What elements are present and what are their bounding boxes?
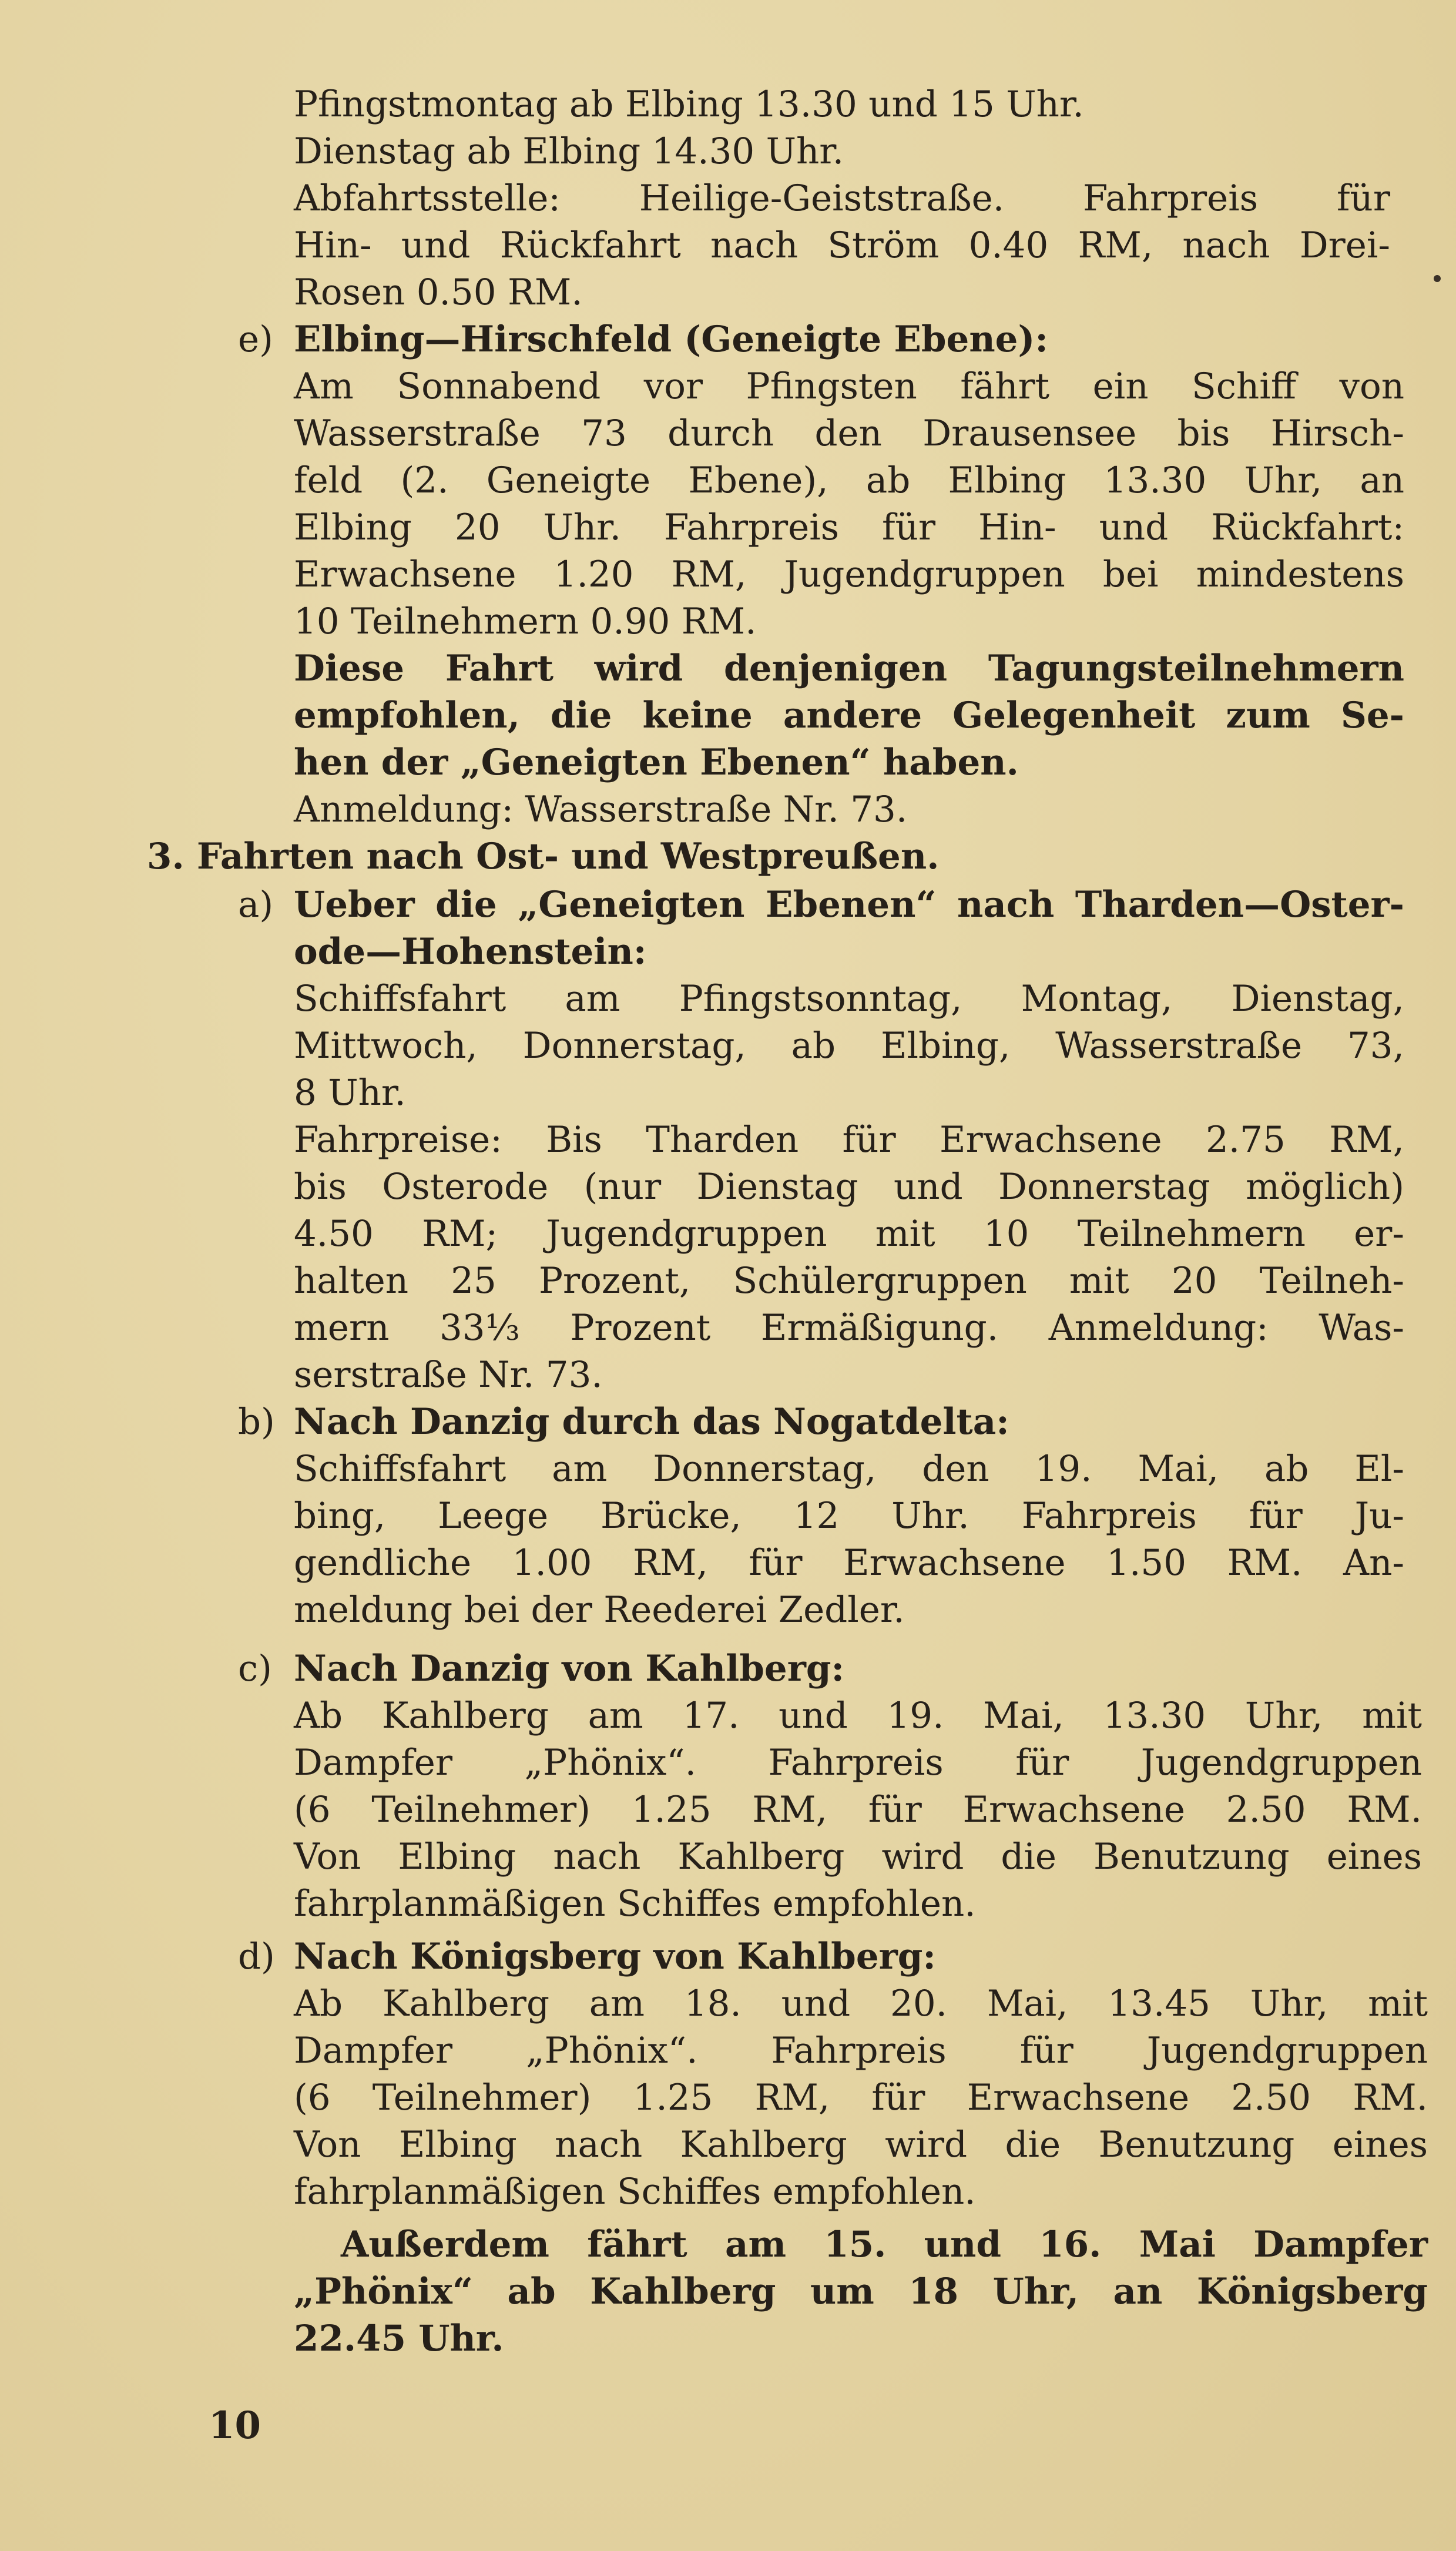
item-label: e) (238, 319, 273, 360)
text-line: 10 Teilnehmern 0.90 RM. (294, 601, 757, 642)
text-line: serstraße Nr. 73. (294, 1354, 603, 1396)
text-line: Pfingstmontag ab Elbing 13.30 und 15 Uhr. (294, 83, 1084, 125)
text-line: Hin- und Rückfahrt nach Ström 0.40 RM, nach Drei- (294, 224, 1390, 266)
text-line: 22.45 Uhr. (294, 2318, 504, 2359)
text-line: Mittwoch, Donnerstag, ab Elbing, Wasserstraße 73, (294, 1025, 1404, 1067)
text-line: halten 25 Prozent, Schülergruppen mit 20 Teilneh- (294, 1260, 1404, 1302)
section-heading: ode—Hohenstein: (294, 931, 647, 973)
text-line: Ab Kahlberg am 18. und 20. Mai, 13.45 Uhr, mit (294, 1983, 1428, 2024)
text-line: Dampfer „Phönix“. Fahrpreis für Jugendgruppen (294, 1742, 1422, 1784)
text-line: Erwachsene 1.20 RM, Jugendgruppen bei mindestens (294, 554, 1404, 595)
text-line: empfohlen, die keine andere Gelegenheit zum Se- (294, 695, 1404, 736)
text-line: Dampfer „Phönix“. Fahrpreis für Jugendgruppen (294, 2030, 1428, 2071)
item-label: c) (238, 1648, 272, 1690)
text-line: Am Sonnabend vor Pfingsten fährt ein Schiff von (294, 366, 1404, 407)
text-line: Schiffsfahrt am Pfingstsonntag, Montag, Dienstag, (294, 978, 1404, 1020)
text-line: meldung bei der Reederei Zedler. (294, 1589, 905, 1631)
text-line: hen der „Geneigten Ebenen“ haben. (294, 742, 1019, 783)
section-heading: Nach Danzig von Kahlberg: (294, 1648, 845, 1690)
text-line: Abfahrtsstelle: Heilige-Geiststraße. Fahrpreis für (294, 177, 1390, 219)
text-line: Dienstag ab Elbing 14.30 Uhr. (294, 130, 844, 172)
text-line: (6 Teilnehmer) 1.25 RM, für Erwachsene 2.50 RM. (294, 2077, 1428, 2118)
section-heading: Elbing—Hirschfeld (Geneigte Ebene): (294, 319, 1048, 360)
text-line: (6 Teilnehmer) 1.25 RM, für Erwachsene 2.50 RM. (294, 1789, 1422, 1831)
ink-speck (1434, 275, 1441, 282)
text-line: Von Elbing nach Kahlberg wird die Benutzung eines (294, 1836, 1422, 1878)
text-line: Diese Fahrt wird denjenigen Tagungsteilnehmern (294, 648, 1404, 689)
text-line: Von Elbing nach Kahlberg wird die Benutzung eines (294, 2124, 1428, 2165)
section-heading: Nach Danzig durch das Nogatdelta: (294, 1401, 1009, 1443)
text-line: Rosen 0.50 RM. (294, 271, 583, 313)
text-line: fahrplanmäßigen Schiffes empfohlen. (294, 2171, 976, 2213)
text-line: Außerdem fährt am 15. und 16. Mai Dampfer (341, 2224, 1428, 2265)
text-line: Ab Kahlberg am 17. und 19. Mai, 13.30 Uhr, mit (294, 1695, 1422, 1737)
text-line: Schiffsfahrt am Donnerstag, den 19. Mai, ab El- (294, 1448, 1404, 1490)
text-line: fahrplanmäßigen Schiffes empfohlen. (294, 1883, 976, 1925)
item-label: a) (238, 884, 274, 926)
item-label: d) (238, 1936, 275, 1977)
chapter-heading: 3. Fahrten nach Ost- und Westpreußen. (147, 836, 940, 877)
text-line: bis Osterode (nur Dienstag und Donnerstag möglich) (294, 1166, 1404, 1208)
text-line: mern 33⅓ Prozent Ermäßigung. Anmeldung: Was- (294, 1307, 1404, 1349)
text-line: bing, Leege Brücke, 12 Uhr. Fahrpreis für Ju- (294, 1495, 1404, 1537)
text-line: Anmeldung: Wasserstraße Nr. 73. (294, 789, 908, 830)
text-line: Wasserstraße 73 durch den Drausensee bis Hirsch- (294, 413, 1404, 454)
text-line: 8 Uhr. (294, 1072, 406, 1114)
text-line: Fahrpreise: Bis Tharden für Erwachsene 2.75 RM, (294, 1119, 1404, 1161)
page-number: 10 (209, 2403, 261, 2448)
section-heading: Ueber die „Geneigten Ebenen“ nach Tharden—Oster- (294, 884, 1404, 926)
section-heading: Nach Königsberg von Kahlberg: (294, 1936, 936, 1977)
text-line: feld (2. Geneigte Ebene), ab Elbing 13.30 Uhr, an (294, 460, 1404, 501)
text-line: 4.50 RM; Jugendgruppen mit 10 Teilnehmern er- (294, 1213, 1404, 1255)
text-line: „Phönix“ ab Kahlberg um 18 Uhr, an Königsberg (294, 2271, 1428, 2312)
text-line: gendliche 1.00 RM, für Erwachsene 1.50 RM. An- (294, 1542, 1404, 1584)
item-label: b) (238, 1401, 275, 1443)
text-line: Elbing 20 Uhr. Fahrpreis für Hin- und Rückfahrt: (294, 507, 1404, 548)
